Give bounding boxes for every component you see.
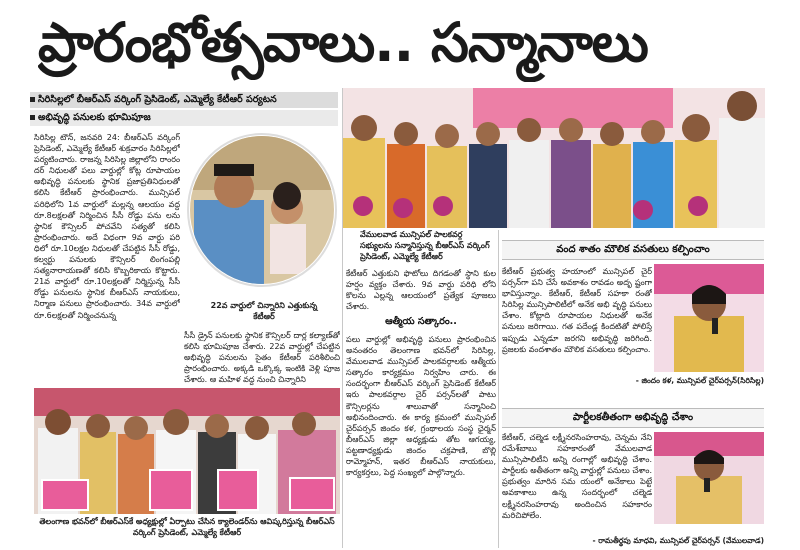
deck-2: అభివృద్ధి పనులకు భూమిపూజ — [30, 110, 338, 126]
box1-signature: - జిందం కళ, మున్సిపల్ చైర్‌పర్సన్(సిరిసిల్ల) — [635, 376, 764, 385]
box1-title: వంద శాతం మౌలిక వసతులు కల్పించాం — [502, 240, 764, 260]
story-column-2: సీసీ డ్రైన్ పనులకు స్థానిక కౌన్సిలర్ దార్ల కల్యాణ్‌తో కలిసి భూమిపూజ చేశారు. 22వ వార్డుల్లో చేపట్టిన అభివృద్ధి పనులను సైతం కేటీఆర్ పరిశీలించి ప్రారంభించారు. అక్కడి ఒక్కొక్క ఇంటికి వెళ్లి పూజ చేశారు. ఆ మహిళ వద్ద నుంచి చిన్నారిని — [184, 331, 340, 385]
caption-top-right-photo: వేములవాడ మున్సిపల్ పాలకవర్గ సభ్యులను సన్మానిస్తున్న బీఆర్ఎస్ వర్కింగ్ ప్రెసిడెంట్, ఎమ్మెల్యే కేటీఆర్ — [360, 230, 490, 261]
box2-title: పార్టీలకతీతంగా అభివృద్ధి చేశాం — [502, 408, 764, 428]
box2-signature: - రామతీర్థపు మాధవి, మున్సిపల్ చైర్‌పర్సన్ (వేములవాడ) — [592, 536, 764, 545]
box2-body: కేటీఆర్, చల్మెడ లక్ష్మీనరసింహరావు, చెన్నమ నేని రమేశ్‌బాబు సహకారంతో వేములవాడ మున్సిపాలిటీని అన్ని రంగాల్లో అభివృద్ధి చేశాం. పార్టీలకు అతీతంగా అన్ని వార్డుల్లో పనులు చేశాం. ప్రభుత్వం మారిన సమ యంలో అనేకాలు పెట్టే అవకాశాలు ఉన్న సందర్భంలో చల్మెడ లక్ష్మీనరసింహరావు అందించిన సహకారం మరిచిపోలేం. — [502, 433, 652, 520]
photo-calendar-release — [34, 388, 340, 514]
subhead-felicitation: ఆత్మీయ సత్కారం.. — [385, 316, 457, 327]
story-column-4: పలు వార్డుల్లో అభివృద్ధి పనులు ప్రారంభించిన అనంతరం తెలంగాణ భవన్‌లో సిరిసిల్ల, వేములవాడ మున్సిపల్ పాలకవర్గాలకు ఆత్మీయ సత్కారం కార్యక్రమం నిర్వహిం చారు. ఈ సందర్భంగా బీఆర్ఎస్ వర్కింగ్ ప్రెసిడెంట్ కేటీఆర్ ఇరు పాలకవర్గాల చైర్ పర్సన్‌లతో పాటు కౌన్సిలర్లను శాలువాతో సన్మానించి అభినందించారు. ఈ కార్య క్రమంలో మున్సిపల్ చైర్‌పర్సన్ జిందం కళ, గ్రంథాలయ సంస్థ ఛైర్మన్ బీఆర్ఎస్ జిల్లా అధ్యక్షుడు తోట ఆగయ్య, పట్టణాధ్యక్షుడు జిందం చక్రపాణి, బొల్లి రామ్మోహన్, ఇతర బీఆర్ఎస్ నాయకులు, కార్యకర్తలు, పెద్ద సంఖ్యలో పాల్గొన్నారు. — [346, 335, 496, 478]
caption-circle-photo: 22వ వార్డులో చిన్నారిని ఎత్తుకున్న కేటీఆర్ — [210, 301, 318, 321]
box1-body: కేటీఆర్ ప్రభుత్వ హయాంలో మున్సిపల్ చైర్ పర్సన్‌గా పని చేసే అవకాశం రావడం అదృ ష్టంగా భావిస్తున్నాం. కేటీఆర్, కేటీఆర్ సహకా రంతో సిరిసిల్ల మున్సిపాలిటీలో అనేక అభి వృద్ధి పనులు చేశాం. కోట్లాది రూపాయల నిధులతో అనేక పనులు జరిగాయి. గత పదేండ్ల కిందటితో పోలిస్తే ఇప్పుడు ఎన్నడూ జరగని అభివృద్ధి జరిగింది. ప్రజలకు వందశాతం మౌలిక వసతులు కల్పించాం. — [502, 267, 652, 354]
deck-1: సిరిసిల్లలో బీఆర్ఎస్ వర్కింగ్ ప్రెసిడెంట్, ఎమ్మెల్యే కేటీఆర్ పర్యటన — [30, 92, 338, 108]
story-column-3: కేటీఆర్ ఎత్తుకుని ఫొటోలు దిగడంతో స్థాని కుల హర్షం వ్యక్తం చేశారు. 9వ వార్డు పరిధి లోని కొలను ఎల్లన్న ఆలయంలో ప్రత్యేక పూజలు చేశారు. — [346, 269, 496, 312]
caption-bottom-left-photo: తెలంగాణ భవన్‌లో బీఆర్ఎస్‌కే అధ్యక్షుల్లో ఏర్పాటు చేసిన క్యాలెండర్‌ను ఆవిష్కరిస్తున్న బీఆర్ఎస్ వర్కింగ్ ప్రెసిడెంట్, ఎమ్మెల్యే కేటీఆర్ — [39, 517, 335, 537]
photo-jindam-kala — [654, 264, 764, 372]
story-column-1: సిరిసిల్ల టౌన్, జనవరి 24: బీఆర్ఎస్ వర్కింగ్ ప్రెసిడెంట్, ఎమ్మెల్యే కేటీఆర్ శుక్రవారం సిరిసిల్లలో పర్యటించారు. రాజన్న సిరిసిల్ల జిల్లాలోని రాంరం దర్ నిధులతో పలు వార్డుల్లో కోట్ల రూపాయల అభివృద్ధి పనులకు స్థానిక ప్రజాప్రతినిధులతో కలిసి కేటీఆర్ ప్రారంభించారు. మున్సిపల్ పరిధిలోని 1వ వార్డులో మల్లన్న ఆలయం వద్ద రూ.8లక్షలతో నిర్మించిన సీసీ రోడ్డు పను లను స్థానిక కౌన్సిలర్ పోచవేని సత్యతో కలిసి ప్రారంభించారు. అదే విధంగా 9వ వార్డు పరి ధిలో రూ.10లక్షల నిధులతో చేపట్టిన సీసీ రోడ్డు, కల్వర్టు పనులకు కౌన్సిలర్ లింగంపల్లి సత్యనారాయణతో కలిసి కొబ్బరికాయ కొట్టారు. 21వ వార్డులో రూ.10లక్షలతో నిర్మిస్తున్న సీసీ రోడ్డు పనులను స్థానిక బీఆర్ఎస్ నాయకులు, నిర్మాణ పనులు ప్రారంభించారు. 34వ వార్డులో రూ.6లక్షలతో నిర్మించనున్న — [34, 133, 180, 320]
photo-vemulawada-felicitation — [343, 88, 765, 228]
photo-ramatirthapu-madhavi — [654, 432, 764, 524]
headline: ప్రారంభోత్సవాలు.. సన్మానాలు — [38, 11, 648, 74]
photo-ktr-child — [182, 130, 342, 298]
